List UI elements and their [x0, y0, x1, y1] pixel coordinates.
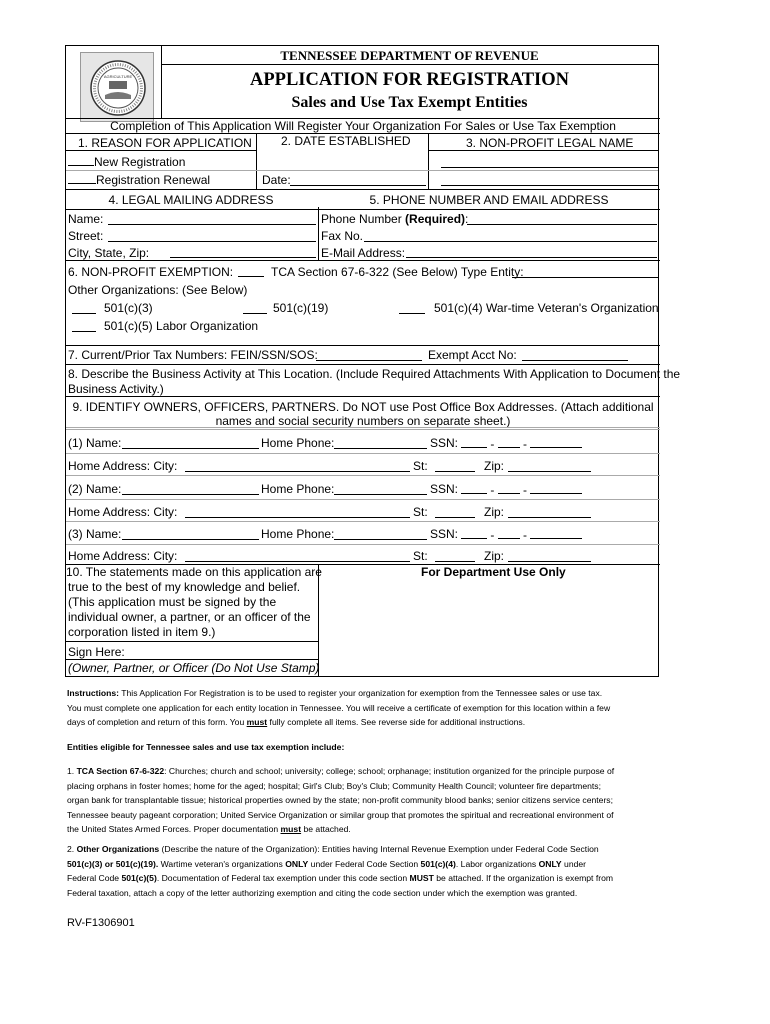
owner-3-name-label: (3) Name:: [68, 527, 122, 541]
owner-2-st-field[interactable]: [435, 517, 475, 518]
tca-blank[interactable]: [238, 265, 264, 277]
owner-3-name-field[interactable]: [122, 539, 259, 540]
business-activity-line1: 8. Describe the Business Activity at This Location. (Include Required Attachments With Application to Document the: [68, 367, 681, 381]
owner-3-phone-label: Home Phone:: [261, 527, 335, 541]
owner-3-zip-field[interactable]: [508, 561, 591, 562]
owner-2-phone-field[interactable]: [334, 494, 427, 495]
owner-1-address-label: Home Address: City:: [68, 459, 178, 473]
instructions-block: [67, 686, 667, 730]
form-subtitle: Sales and Use Tax Exempt Entities: [291, 94, 528, 111]
mailing-name-field[interactable]: [108, 224, 316, 225]
owner-1-phone-field[interactable]: [334, 448, 427, 449]
tca-paragraph: 1. TCA Section 67-6-322: Churches; church and school; university; college; school; orphanage; institution organized for the principle purpose of placing orphans in foster homes; home for the aged; hospital; Girl's Club; Boy's Club; Community Health Council; volunteer fire departments; organ bank for transplantable tissue; historical properties owned by the state; non-profit community blood banks; senior citizens service centers; Tennessee beauty pageant corporation; United Service Organization or similar group that promotes the spiritual and recreational environment of the United States Armed Forces. Proper documentation must be attached.: [67, 766, 615, 834]
501c5-blank[interactable]: [72, 320, 96, 332]
statement-line-2: true to the best of my knowledge and belief.: [68, 580, 301, 594]
owner-3-ssn-label: SSN:: [430, 527, 459, 541]
phone-email-header: 5. PHONE NUMBER AND EMAIL ADDRESS: [369, 193, 609, 207]
date-label: Date:: [262, 173, 291, 187]
owner-3-city-field[interactable]: [185, 561, 410, 562]
owner-2-city-field[interactable]: [185, 517, 410, 518]
registration-renewal-option[interactable]: Registration Renewal: [68, 172, 210, 187]
street-label: Street:: [68, 229, 104, 243]
other-orgs-paragraph: 2. Other Organizations (Describe the nature of the Organization): Entities having Internal Revenue Exemption under Federal Code Section 501(c)(3) or 501(c)(19). Wartime veteran's organizations ONLY under Federal Code Section 501(c)(4). Labor organizations ONLY under Federal Code 501(c)(5). Documentation of Federal tax exemption under this code section MUST be attached. If the organization is exempt from Federal taxation, attach a copy of the letter authorizing exemption and citing the code section under which the exemption was granted.: [67, 844, 614, 898]
owner-2-phone-label: Home Phone:: [261, 482, 335, 496]
identify-owners-line2: names and social security numbers on separate sheet.): [215, 414, 511, 428]
owner-2-name-label: (2) Name:: [68, 482, 122, 496]
email-label: E-Mail Address:: [321, 246, 406, 260]
owner-3-st-label: St:: [413, 549, 428, 563]
owner-3-st-field[interactable]: [435, 561, 475, 562]
owner-2-st-label: St:: [413, 505, 428, 519]
owner-3-zip-label: Zip:: [484, 549, 505, 563]
owner-3-address-label: Home Address: City:: [68, 549, 178, 563]
owner-2-address-label: Home Address: City:: [68, 505, 178, 519]
legal-name-header: 3. NON-PROFIT LEGAL NAME: [466, 136, 634, 150]
instructions-line-1: Instructions: This Application For Registration is to be used to register your organization for exemption from the Tennessee sales or use tax.: [67, 688, 603, 698]
sign-note: (Owner, Partner, or Officer (Do Not Use Stamp): [68, 661, 320, 675]
tax-numbers-label: 7. Current/Prior Tax Numbers: FEIN/SSN/SOS:: [68, 348, 318, 362]
business-activity-line2: Business Activity.): [68, 382, 164, 396]
signature-field[interactable]: [66, 659, 318, 660]
owner-3-phone-field[interactable]: [334, 539, 427, 540]
entity-type-field[interactable]: [512, 277, 658, 278]
owner-1-zip-field[interactable]: [508, 471, 591, 472]
instructions-line-3: days of completion and return of this form. You must fully complete all items. See reverse side for additional instructions.: [67, 717, 526, 727]
identify-owners-line1: 9. IDENTIFY OWNERS, OFFICERS, PARTNERS. Do NOT use Post Office Box Addresses. (Attach additional: [72, 400, 654, 414]
owner-1-ssn-label: SSN:: [430, 436, 459, 450]
exempt-acct-label: Exempt Acct No:: [428, 348, 517, 362]
owner-1-st-label: St:: [413, 459, 428, 473]
tennessee-seal-icon: [81, 53, 155, 123]
statement-line-4: individual owner, a partner, or an officer of the: [68, 610, 311, 624]
owner-2-ssn-field[interactable]: - -: [461, 482, 582, 497]
svg-text:AGRICULTURE: AGRICULTURE: [103, 74, 133, 79]
department-title: TENNESSEE DEPARTMENT OF REVENUE: [280, 48, 539, 63]
form-number: RV-F1306901: [67, 917, 135, 929]
501c19-blank[interactable]: [243, 302, 267, 314]
date-header: 2. DATE ESTABLISHED: [281, 134, 411, 148]
nonprofit-exemption-label: 6. NON-PROFIT EXEMPTION:: [68, 265, 234, 279]
fax-field[interactable]: [364, 241, 657, 242]
other-organizations-label: Other Organizations: (See Below): [68, 283, 248, 297]
name-label: Name:: [68, 212, 104, 226]
email-field[interactable]: [406, 257, 657, 258]
statement-line-5: corporation listed in item 9.): [68, 625, 216, 639]
owner-2-ssn-label: SSN:: [430, 482, 459, 496]
phone-label: Phone Number (Required):: [321, 212, 469, 226]
501c19-label: 501(c)(19): [273, 301, 329, 315]
mailing-address-header: 4. LEGAL MAILING ADDRESS: [108, 193, 274, 207]
501c4-label: 501(c)(4) War-time Veteran's Organization: [434, 301, 659, 315]
state-seal: [80, 52, 154, 122]
application-form: [65, 45, 681, 677]
eligible-heading: Entities eligible for Tennessee sales and use tax exemption include:: [67, 742, 345, 752]
tca-section-label: TCA Section 67-6-322 (See Below) Type Entity:: [271, 265, 524, 279]
owner-2-name-field[interactable]: [122, 494, 259, 495]
registration-renewal-blank[interactable]: [68, 172, 96, 184]
fax-label: Fax No.: [321, 229, 364, 243]
owner-3-ssn-field[interactable]: - -: [461, 527, 582, 542]
date-field[interactable]: [290, 185, 426, 186]
street-field[interactable]: [108, 241, 316, 242]
sign-here-label: Sign Here:: [68, 645, 125, 659]
501c4-blank[interactable]: [399, 302, 425, 314]
exempt-acct-field[interactable]: [522, 360, 628, 361]
new-registration-blank[interactable]: [68, 154, 94, 166]
501c3-label: 501(c)(3): [104, 301, 153, 315]
501c3-blank[interactable]: [72, 302, 96, 314]
city-state-zip-field[interactable]: [170, 257, 316, 258]
owner-1-ssn-field[interactable]: - -: [461, 436, 582, 451]
owner-1-st-field[interactable]: [435, 471, 475, 472]
owner-1-name-label: (1) Name:: [68, 436, 122, 450]
statement-line-3: (This application must be signed by the: [68, 595, 277, 609]
instructions-line-2: You must complete one application for each entity location in Tennessee. You will receive a certificate of exemption for this location within a few: [67, 702, 611, 713]
phone-field[interactable]: [467, 224, 657, 225]
city-state-zip-label: City, State, Zip:: [68, 246, 150, 260]
reason-header: 1. REASON FOR APPLICATION: [78, 136, 252, 150]
501c5-label: 501(c)(5) Labor Organization: [104, 319, 259, 333]
completion-note: Completion of This Application Will Register Your Organization For Sales or Use Tax Exemption: [110, 119, 616, 133]
new-registration-option[interactable]: New Registration: [68, 154, 185, 169]
owner-2-zip-label: Zip:: [484, 505, 505, 519]
owner-2-zip-field[interactable]: [508, 517, 591, 518]
owner-1-zip-label: Zip:: [484, 459, 505, 473]
statement-line-1: 10. The statements made on this application are: [66, 565, 322, 579]
owner-1-phone-label: Home Phone:: [261, 436, 335, 450]
owner-1-city-field[interactable]: [185, 471, 410, 472]
form-title: APPLICATION FOR REGISTRATION: [250, 70, 569, 90]
department-use-label: For Department Use Only: [421, 565, 566, 579]
tax-numbers-field[interactable]: [316, 360, 422, 361]
owner-1-name-field[interactable]: [122, 448, 259, 449]
